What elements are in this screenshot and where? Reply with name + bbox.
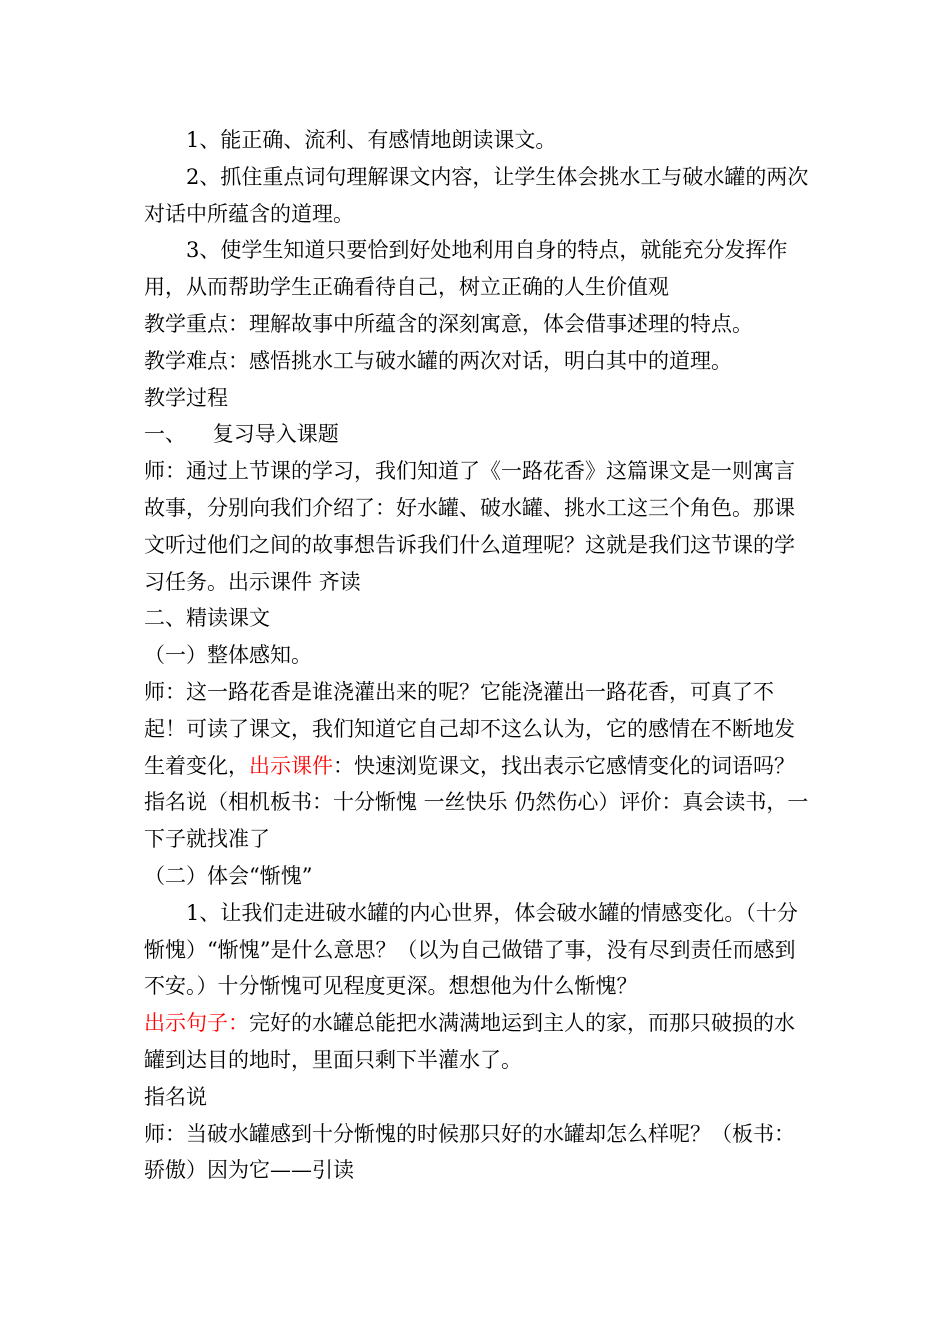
text-run: 2、抓住重点词句理解课文内容，让学生体会挑水工与破水罐的两次对话中所蕴含的道理。 (144, 164, 809, 226)
paragraph-difficulty (144, 343, 810, 380)
text-run: 指名说（相机板书：十分惭愧 一丝快乐 仍然伤心）评价：真会读书，一下子就找准了 (144, 790, 809, 852)
text-run: 师：这一路花香是谁浇灌出来的呢？它能浇灌出一路花香，可真了不起！可读了课文，我们知道它自己却不这么认为，它的感情在不断地发生着变化， (144, 679, 795, 778)
paragraph-obj3 (144, 232, 810, 306)
paragraph-obj1 (144, 122, 810, 159)
highlighted-text: 出示课件 (249, 753, 333, 778)
paragraph-section-2 (144, 600, 810, 637)
lesson-plan-text (144, 122, 810, 1189)
text-run: ：快速浏览课文，找出表示它感情变化的词语吗？ (333, 753, 795, 778)
text-run: 二、精读课文 (144, 606, 270, 631)
paragraph-obj2 (144, 159, 810, 233)
paragraph-teacher-2 (144, 674, 810, 784)
text-run: 完好的水罐总能把水满满地运到主人的家，而那只破损的水罐到达目的地时，里面只剩下半灌水了。 (144, 1011, 795, 1072)
paragraph-sub-2 (144, 858, 810, 895)
highlighted-text: 出示句子： (144, 1011, 249, 1036)
text-run: 师：通过上节课的学习，我们知道了《一路花香》这篇课文是一则寓言故事，分别向我们介绍了：好水罐、破水罐、挑水工这三个角色。那课文听过他们之间的故事想告诉我们什么道理呢？这就是我们这节课的学习任务。出示课件 齐读 (144, 459, 795, 594)
paragraph-sub-1 (144, 637, 810, 674)
paragraph-section-1 (144, 416, 810, 453)
paragraph-sentence (144, 1005, 810, 1079)
paragraph-student-1 (144, 784, 810, 858)
paragraph-teacher-3 (144, 1116, 810, 1190)
text-run: 教学难点：感悟挑水工与破水罐的两次对话，明白其中的道理。 (144, 348, 732, 373)
text-run: 教学重点：理解故事中所蕴含的深刻寓意，体会借事述理的特点。 (144, 311, 753, 336)
paragraph-step-1 (144, 895, 810, 1005)
paragraph-teacher-1 (144, 453, 810, 600)
text-run: （一）整体感知。 (144, 643, 312, 668)
paragraph-student-2 (144, 1079, 810, 1116)
text-run: 1、让我们走进破水罐的内心世界，体会破水罐的情感变化。（十分惭愧）“惭愧”是什么意思？（以为自己做错了事，没有尽到责任而感到不安。）十分惭愧可见程度更深。想想他为什么惭愧？ (144, 900, 798, 999)
text-run: 1、能正确、流利、有感情地朗读课文。 (186, 128, 557, 152)
text-run: 教学过程 (144, 385, 228, 410)
text-run: 师：当破水罐感到十分惭愧的时候那只好的水罐却怎么样呢？（板书：骄傲）因为它——引读 (144, 1121, 795, 1183)
text-run: 一、 复习导入课题 (144, 422, 339, 447)
paragraph-process-heading (144, 380, 810, 417)
paragraph-key-point (144, 306, 810, 343)
text-run: 指名说 (144, 1084, 207, 1109)
text-run: 3、使学生知道只要恰到好处地利用自身的特点，就能充分发挥作用，从而帮助学生正确看待自己，树立正确的人生价值观 (144, 238, 788, 300)
text-run: （二）体会“惭愧” (144, 863, 313, 888)
